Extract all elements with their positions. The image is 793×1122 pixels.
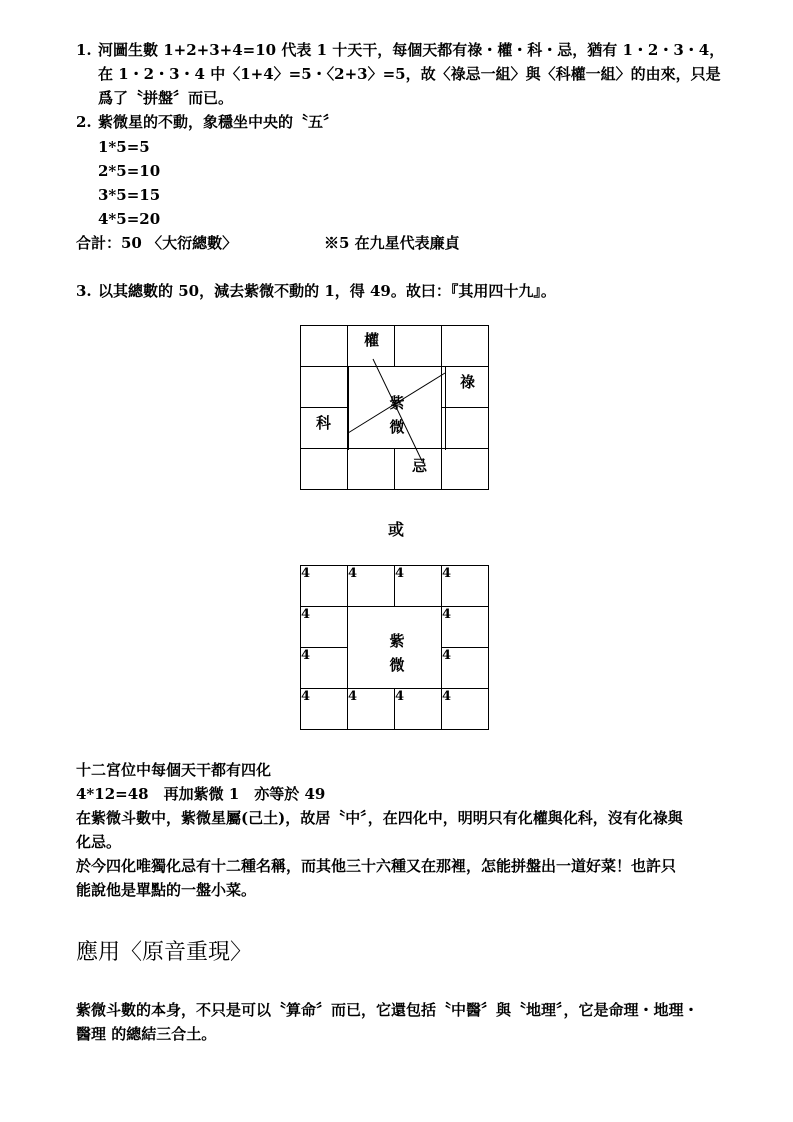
- lu-label: 祿: [460, 373, 476, 391]
- grid-cell: 4: [442, 648, 489, 689]
- grid-cell: 4: [348, 689, 395, 730]
- para-1: 十二宮位中每個天干都有四化: [76, 761, 272, 779]
- para-3b: 化忌。: [76, 833, 122, 851]
- section-heading: 應用〈原音重現〉: [76, 940, 253, 965]
- grid-cell: 4: [348, 566, 395, 607]
- item2-number: 2.: [76, 113, 92, 131]
- wei-char-2: 微: [389, 656, 405, 674]
- ziwei-center-2: [382, 629, 412, 677]
- item3-number: 3.: [76, 282, 92, 300]
- grid-cell: 4: [301, 607, 348, 648]
- number-grid: [300, 565, 493, 733]
- total-line: 合計：50 〈大衍總數〉: [76, 234, 238, 252]
- grid-cell: 4: [301, 689, 348, 730]
- para-4b: 能說他是單點的一盤小菜。: [76, 881, 257, 899]
- item2-line1: [76, 112, 338, 132]
- zi-char: 紫: [389, 394, 405, 412]
- item1-line1: [76, 40, 724, 60]
- item1-number: 1.: [76, 41, 92, 59]
- wei-char: 微: [389, 418, 405, 436]
- item1-text1: 河圖生數 1+2+3+4=10 代表 1 十天干，每個天都有祿・權・科・忌，猶有 1・2・3・4，: [98, 41, 725, 59]
- ke-label: 科: [316, 414, 332, 432]
- item3-line1: [76, 281, 556, 301]
- four-transformations-grid: [300, 325, 493, 493]
- section-text-2: 醫理 的總結三合土。: [76, 1025, 217, 1043]
- grid-cell: 4: [395, 689, 442, 730]
- quan-label: 權: [364, 331, 380, 349]
- item2-text1: 紫微星的不動，象穩坐中央的〝五〞: [98, 113, 339, 131]
- equation-4: 4*5=20: [98, 210, 161, 228]
- or-text: 或: [388, 520, 405, 539]
- para-2: 4*12=48 再加紫微 1 亦等於 49: [76, 785, 326, 803]
- equation-3: 3*5=15: [98, 186, 161, 204]
- equation-1: 1*5=5: [98, 138, 150, 156]
- item1-line3: 爲了〝拼盤〞而已。: [98, 89, 234, 107]
- zi-char-2: 紫: [389, 632, 405, 650]
- equation-2: 2*5=10: [98, 162, 161, 180]
- item3-text1: 以其總數的 50，減去紫微不動的 1，得 49。故曰：『其用四十九』。: [98, 282, 556, 300]
- grid-cell: 4: [301, 566, 348, 607]
- ziwei-center: [382, 391, 412, 439]
- nine-star-note: ※5 在九星代表廉貞: [324, 234, 460, 252]
- grid-cell: 4: [395, 566, 442, 607]
- grid-cell: 4: [442, 607, 489, 648]
- para-3a: 在紫微斗數中，紫微星屬(己土)，故居〝中〞，在四化中，明明只有化權與化科，沒有化祿與: [76, 809, 683, 827]
- para-4a: 於今四化唯獨化忌有十二種名稱，而其他三十六種又在那裡，怎能拼盤出一道好菜！也許只: [76, 857, 677, 875]
- item1-line2: 在 1・2・3・4 中〈1+4〉=5・〈2+3〉=5，故〈祿忌一組〉與〈科權一組〉的由來，只是: [98, 65, 721, 83]
- grid-cell: 4: [442, 689, 489, 730]
- section-text-1: 紫微斗數的本身，不只是可以〝算命〞而已，它還包括〝中醫〞與〝地理〞，它是命理・地理・: [76, 1001, 699, 1019]
- grid-cell: 4: [301, 648, 348, 689]
- grid-cell: 4: [442, 566, 489, 607]
- ji-label: 忌: [412, 457, 428, 475]
